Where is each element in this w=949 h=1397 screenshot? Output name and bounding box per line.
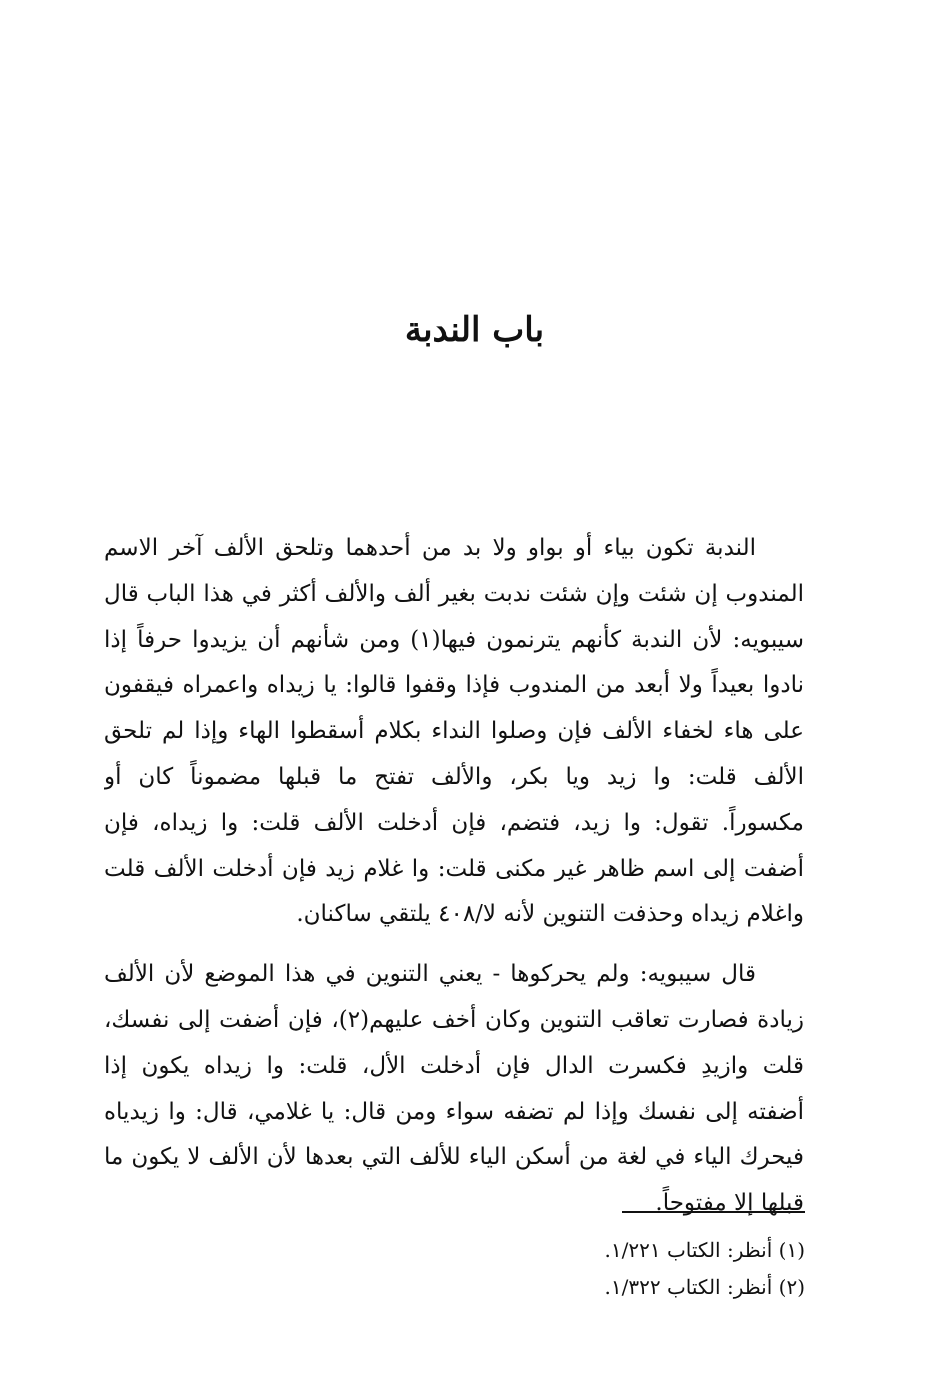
text-line: المندوب إن شئت وإن شئت ندبت بغير ألف والألف أكثر في هذا الباب قال (104, 580, 804, 607)
text-line: قلت وازيدِ فكسرت الدال فإن أدخلت الأل، قلت: وا زيداه يكون إذا (104, 1052, 804, 1079)
text-line: أضفته إلى نفسك وإذا لم تضفه سواء ومن قال: يا غلامي، قال: وا زيدياه (104, 1098, 804, 1125)
text-line: مكسوراً. تقول: وا زيد، فتضم، فإن أدخلت الألف قلت: وا زيداه، فإن (104, 809, 804, 836)
paragraph-2 (104, 952, 804, 1227)
body-text (104, 526, 804, 1227)
paragraph-1 (104, 526, 804, 938)
text-line: سيبويه: لأن الندبة كأنهم يترنمون فيها(١) ومن شأنهم أن يزيدوا حرفاً إذا (104, 626, 804, 653)
text-line: قال سيبويه: ولم يحركوها - يعني التنوين في هذا الموضع لأن الألف (104, 961, 756, 988)
text-line: نادوا بعيداً ولا أبعد من المندوب فإذا وقفوا قالوا: يا زيداه واعمراه فيقفون (104, 672, 804, 699)
footnote-1: (١) أنظر: الكتاب ١/٢٢١. (604, 1238, 805, 1262)
text-line: فيحرك الياء في لغة من أسكن الياء للألف التي بعدها لأن الألف لا يكون ما (104, 1144, 804, 1171)
text-line: واغلام زيداه وحذفت التنوين لأنه لا/٤٠٨ يلتقي ساكنان. (296, 901, 804, 928)
text-line: قبلها إلا مفتوحاً. (655, 1190, 804, 1217)
text-line: أضفت إلى اسم ظاهر غير مكنى قلت: وا غلام زيد فإن أدخلت الألف قلت (104, 855, 804, 882)
text-line: زيادة فصارت تعاقب التنوين وكان أخف عليهم(٢)، فإن أضفت إلى نفسك، (104, 1006, 804, 1033)
footnote-divider (622, 1211, 805, 1213)
text-line: على هاء لخفاء الألف فإن وصلوا النداء بكلام أسقطوا الهاء وإذا لم تلحق (104, 718, 804, 745)
chapter-title: باب الندبة (404, 310, 545, 350)
text-line: الندبة تكون بياء أو بواو ولا بد من أحدهما وتلحق الألف آخر الاسم (104, 535, 756, 561)
footnote-2: (٢) أنظر: الكتاب ١/٣٢٢. (604, 1275, 805, 1299)
text-line: الألف قلت: وا زيد ويا بكر، والألف تفتح ما قبلها مضموناً كان أو (104, 763, 804, 790)
footnotes (460, 1232, 805, 1306)
